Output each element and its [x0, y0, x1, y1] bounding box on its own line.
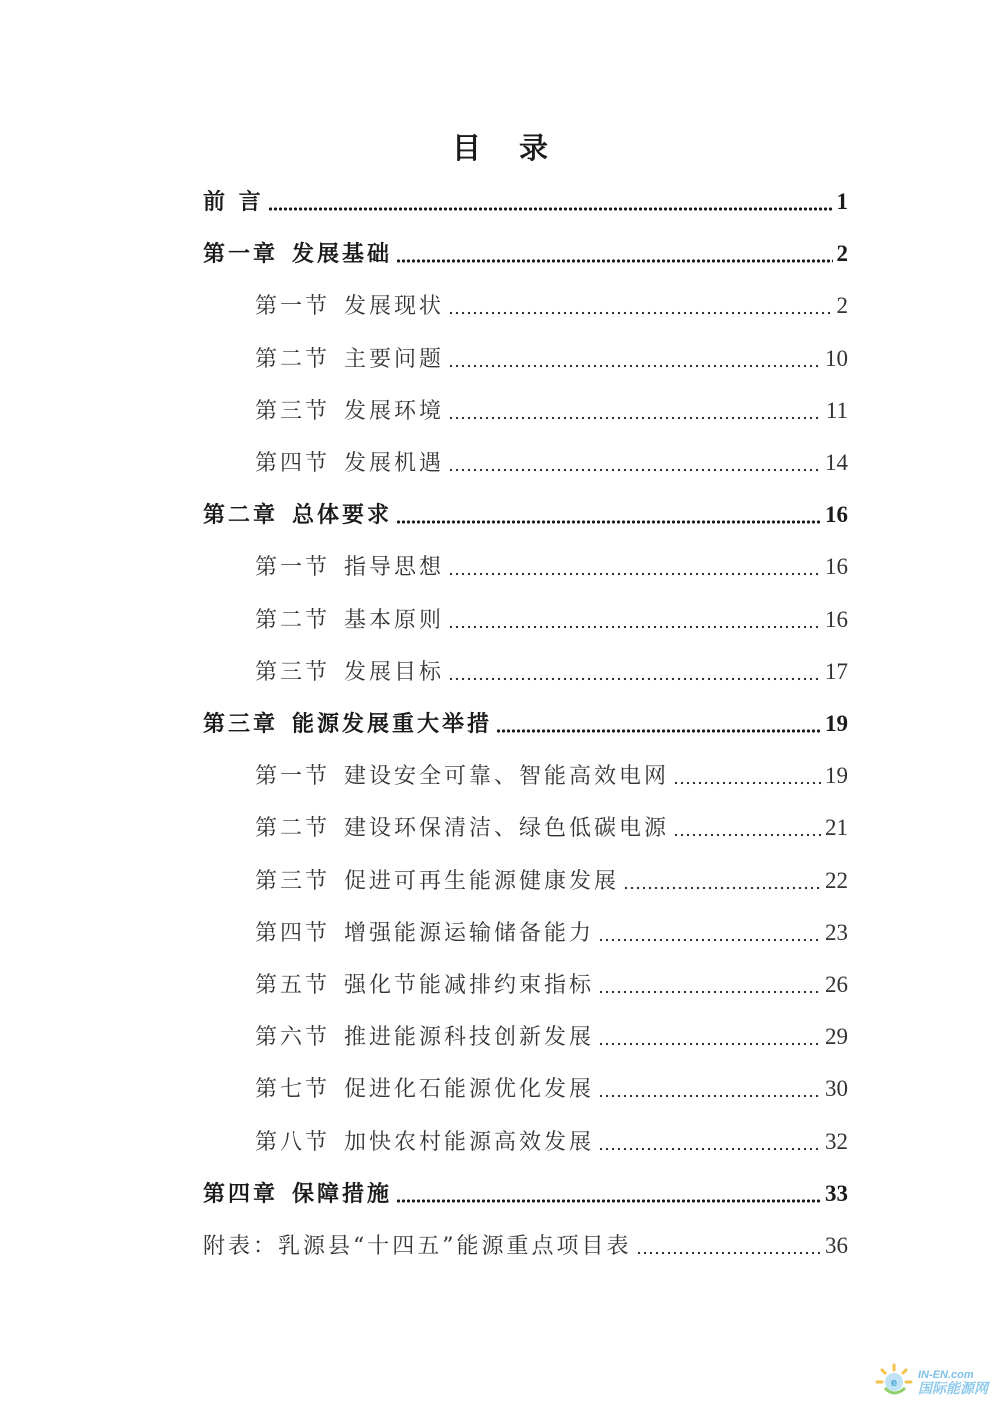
dot-leader: [598, 1093, 821, 1099]
toc-entry-title: 发展环境: [344, 398, 445, 424]
toc-entry-label: [255, 601, 444, 641]
toc-entry-section[interactable]: [255, 965, 848, 1005]
toc-entry-section[interactable]: [255, 600, 848, 640]
toc-entry-title: 能源发展重大举措: [292, 711, 493, 737]
toc-page-number: 17: [825, 658, 848, 684]
dot-leader: [448, 624, 821, 630]
toc-entry-label: [255, 757, 669, 797]
toc-entry-number: 第一节: [255, 294, 331, 320]
toc-entry-label: [255, 862, 619, 902]
toc-entry-number: 第三节: [255, 659, 331, 685]
toc-entry-number: 第三章: [203, 711, 279, 737]
toc-page-number: 23: [825, 919, 848, 945]
toc-entry-number: 第一章: [203, 241, 279, 268]
toc-entry-title: 基本原则: [344, 607, 445, 633]
toc-page-number: 14: [825, 450, 848, 475]
toc-entry-label: [255, 340, 444, 380]
toc-entry-number: 第四章: [203, 1180, 279, 1207]
toc-page-number: 22: [825, 867, 848, 893]
dot-leader: [448, 310, 832, 316]
toc-entry-chapter[interactable]: [203, 704, 848, 744]
dot-leader: [496, 728, 821, 734]
toc-entry-title: 前 言: [203, 189, 264, 215]
dot-leader: [448, 415, 822, 421]
toc-entry-section[interactable]: [255, 913, 848, 953]
toc-entry-chapter[interactable]: [203, 495, 848, 535]
toc-page-number: 11: [825, 397, 848, 423]
toc-entry-section[interactable]: [255, 1017, 848, 1057]
toc-page-number: 19: [825, 711, 848, 736]
toc-entry-title: 发展基础: [292, 241, 393, 268]
toc-page-number: 21: [825, 815, 848, 841]
toc-entry-section[interactable]: [255, 339, 848, 379]
toc-entry-title: 主要问题: [344, 346, 445, 372]
toc-entry-title: 建设安全可靠、智能高效电网: [344, 764, 670, 790]
toc-page-number: 33: [825, 1180, 848, 1206]
toc-entry-label: [203, 182, 264, 222]
toc-entry-number: 第二节: [255, 816, 331, 842]
toc-entry-label: [255, 1070, 594, 1110]
toc-entry-section[interactable]: [255, 756, 848, 796]
toc-entry-number: 第四节: [255, 451, 331, 476]
toc-entry-chapter[interactable]: [203, 234, 848, 274]
toc-page-number: 30: [825, 1076, 848, 1102]
toc-entry-label: [203, 1174, 392, 1214]
toc-entry-number: 第七节: [255, 1077, 331, 1103]
toc-entry-label: [255, 392, 444, 432]
toc-page-number: 36: [825, 1233, 848, 1258]
toc-entry-title: 指导思想: [344, 555, 445, 581]
dot-leader: [673, 832, 821, 838]
dot-leader: [623, 885, 821, 891]
toc-page-number: 29: [825, 1024, 848, 1050]
toc-page-number: 1: [836, 189, 848, 214]
toc-entry-title: 发展现状: [344, 294, 445, 320]
toc-entry-section[interactable]: [255, 547, 848, 587]
toc-entry-title: 保障措施: [292, 1180, 393, 1207]
toc-entry-title: 增强能源运输储备能力: [344, 920, 595, 946]
dot-leader: [598, 1146, 821, 1152]
toc-entry-title: 建设环保清洁、绿色低碳电源: [344, 816, 670, 842]
toc-entry-label: [255, 1123, 594, 1163]
toc-page-number: 2: [836, 241, 848, 267]
toc-entry-section[interactable]: [255, 391, 848, 431]
toc-entry-section[interactable]: [255, 286, 848, 326]
toc-entry-label: [203, 234, 392, 274]
watermark: [874, 1362, 988, 1402]
toc-entry-label: [255, 809, 669, 849]
watermark-text: [918, 1370, 988, 1395]
toc-entry-number: 第六节: [255, 1025, 331, 1051]
dot-leader: [396, 258, 832, 264]
toc-page-number: 32: [825, 1128, 848, 1154]
toc-entry-label: [255, 966, 594, 1006]
toc-entry-section[interactable]: [255, 1069, 848, 1109]
toc-page-number: 16: [825, 606, 848, 632]
dot-leader: [396, 1198, 821, 1204]
toc-page-number: 2: [836, 293, 848, 319]
toc-entry-number: 第二章: [203, 502, 279, 529]
toc-entry-section[interactable]: [255, 1122, 848, 1162]
toc-entry-number: 第一节: [255, 555, 331, 581]
toc-entry-label: [255, 287, 444, 327]
toc-entry-section[interactable]: [255, 443, 848, 483]
dot-leader: [448, 363, 821, 369]
toc-page-number: 19: [825, 763, 848, 789]
toc-entry-label: [203, 1227, 632, 1267]
toc-page-number: 26: [825, 972, 848, 997]
toc-page-number: 16: [825, 554, 848, 580]
toc-entry-title: 强化节能减排约束指标: [344, 973, 595, 998]
watermark-en: IN-EN.com: [918, 1368, 974, 1381]
toc-entry-chapter[interactable]: [203, 182, 848, 222]
toc-entry-label: [255, 914, 594, 954]
toc-entry-title: 发展机遇: [344, 451, 445, 476]
toc-entry-section[interactable]: [255, 861, 848, 901]
toc-page-number: 10: [825, 345, 848, 371]
toc-entry-number: 第八节: [255, 1129, 331, 1155]
toc-entry-chapter[interactable]: [203, 1174, 848, 1214]
dot-leader: [673, 780, 821, 786]
dot-leader: [598, 1041, 821, 1047]
toc-entry-number: 第三节: [255, 868, 331, 894]
toc-entry-label: [255, 1018, 594, 1058]
toc-entry-number: 第二节: [255, 607, 331, 633]
dot-leader: [448, 467, 821, 473]
toc-entry-title: 促进化石能源优化发展: [344, 1077, 595, 1103]
toc-entry-number: 第二节: [255, 346, 331, 372]
toc-entry-label: [255, 548, 444, 588]
toc-entry-number: 第一节: [255, 764, 331, 790]
toc-entry-section[interactable]: [255, 652, 848, 692]
dot-leader: [598, 989, 821, 995]
dot-leader: [598, 937, 821, 943]
watermark-cn: 国际能源网: [918, 1379, 988, 1396]
toc-entry-title: 加快农村能源高效发展: [344, 1129, 595, 1155]
toc-entry-title: 促进可再生能源健康发展: [344, 868, 620, 894]
toc-entry-section[interactable]: [255, 808, 848, 848]
page-title: 目 录: [451, 131, 563, 165]
dot-leader: [396, 519, 821, 525]
toc-entry-number: 第四节: [255, 920, 331, 946]
dot-leader: [268, 206, 833, 212]
dot-leader: [636, 1250, 822, 1256]
dot-leader: [448, 571, 821, 577]
toc-entry-label: [203, 495, 392, 535]
toc-page-number: 16: [825, 502, 848, 528]
dot-leader: [448, 676, 821, 682]
in-en-logo-icon: [874, 1362, 914, 1402]
toc-entry-title: 附表：乳源县“十四五”能源重点项目表: [203, 1234, 632, 1259]
toc-entry-label: [255, 444, 444, 484]
toc-entry-title: 推进能源科技创新发展: [344, 1025, 595, 1051]
toc-entry-title: 总体要求: [292, 502, 393, 529]
toc-entry-number: 第五节: [255, 973, 331, 998]
svg-text:e: e: [890, 1377, 898, 1389]
toc-entry-label: [203, 704, 492, 744]
toc-entry-label: [255, 653, 444, 693]
toc-entry-appendix[interactable]: [203, 1226, 848, 1266]
toc-entry-number: 第三节: [255, 398, 331, 424]
toc-entry-title: 发展目标: [344, 659, 445, 685]
